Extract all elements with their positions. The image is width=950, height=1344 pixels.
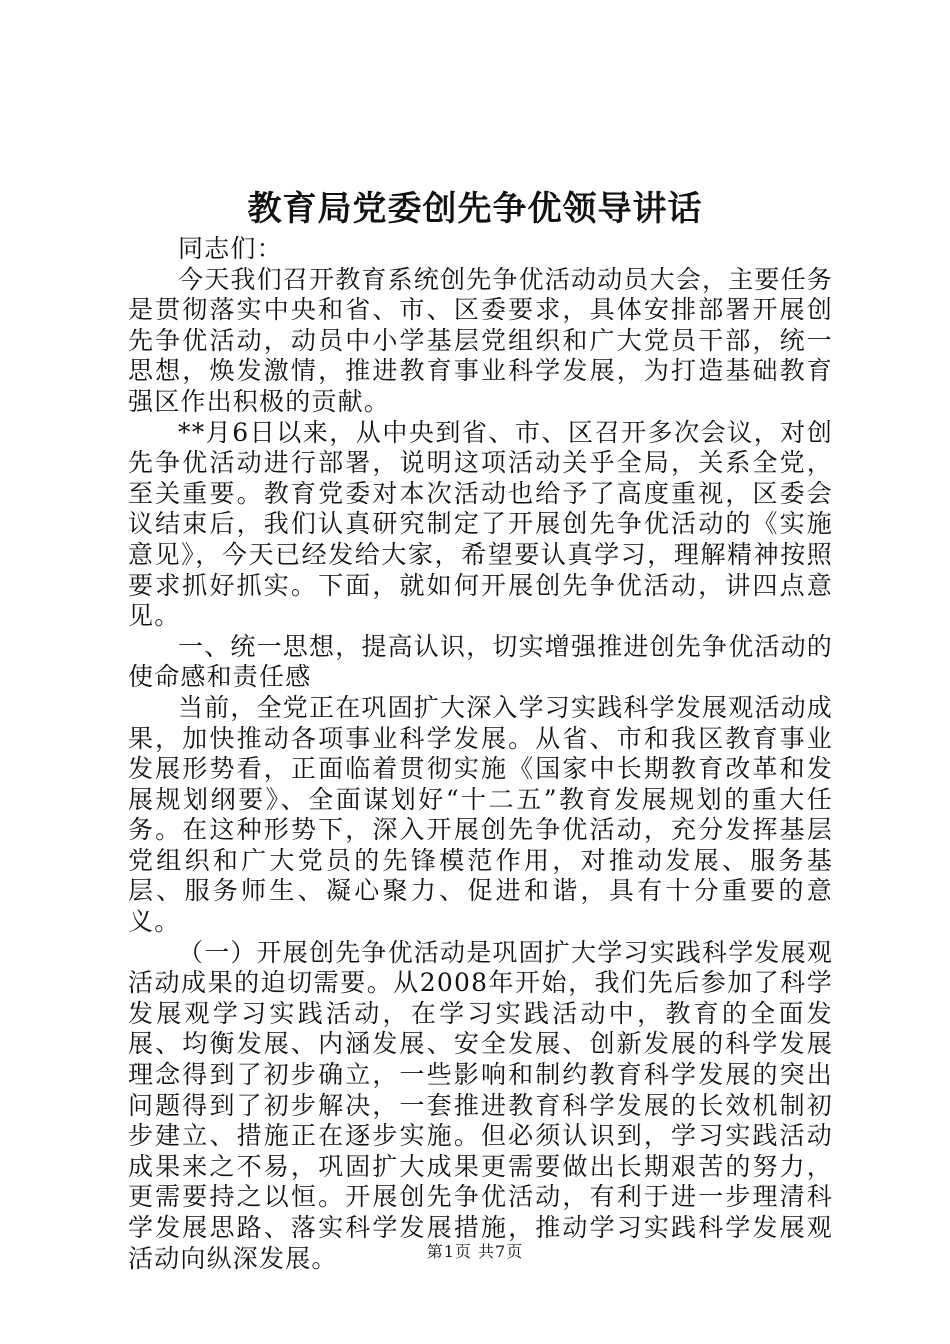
document-title: 教育局党委创先争优领导讲话 [247,189,703,229]
page-footer: 第1页 共7页 [426,1242,524,1261]
paragraph-point-1: （一）开展创先争优活动是巩固扩大学习实践科学发展观活动成果的迫切需要。从2008年开始，我们先后参加了科学发展观学习实践活动，在学习实践活动中，教育的全面发展、均衡发展、内涵发展、安全发展、创新发展的科学发展理念得到了初步确立，一些影响和制约教育科学发展的突出问题得到了初步解决，一套推进教育科学发展的长效机制初步建立、措施正在逐步实施。但必须认识到，学习实践活动成果来之不易，巩固扩大成果更需要做出长期艰苦的努力，更需要持之以恒。开展创先争优活动，有利于进一步理清科学发展思路、落实科学发展措施，推动学习实践科学发展观活动向纵深发展。 [128,937,834,1273]
document-body [128,234,833,1274]
paragraph-current-situation: 当前，全党正在巩固扩大深入学习实践科学发展观活动成果，加快推动各项事业科学发展。从省、市和我区教育事业发展形势看，正面临着贯彻实施《国家中长期教育改革和发展规划纲要》、全面谋划好“十二五”教育发展规划的重大任务。在这种形势下，深入开展创先争优活动，充分发挥基层党组织和广大党员的先锋模范作用，对推动发展、服务基层、服务师生、凝心聚力、促进和谐，具有十分重要的意义。 [128,692,834,937]
section-heading-1: 一、统一思想，提高认识，切实增强推进创先争优活动的使命感和责任感 [128,631,834,692]
salutation: 同志们： [178,234,283,263]
paragraph-background: **月6日以来，从中央到省、市、区召开多次会议，对创先争优活动进行部署，说明这项活动关乎全局，关系全党，至关重要。教育党委对本次活动也给予了高度重视，区委会议结束后，我们认真研究制定了开展创先争优活动的《实施意见》，今天已经发给大家，希望要认真学习，理解精神按照要求抓好抓实。下面，就如何开展创先争优活动，讲四点意见。 [128,417,833,631]
paragraph-intro: 今天我们召开教育系统创先争优活动动员大会，主要任务是贯彻落实中央和省、市、区委要求，具体安排部署开展创先争优活动，动员中小学基层党组织和广大党员干部，统一思想，焕发激情，推进教育事业科学发展，为打造基础教育强区作出积极的贡献。 [128,264,834,416]
